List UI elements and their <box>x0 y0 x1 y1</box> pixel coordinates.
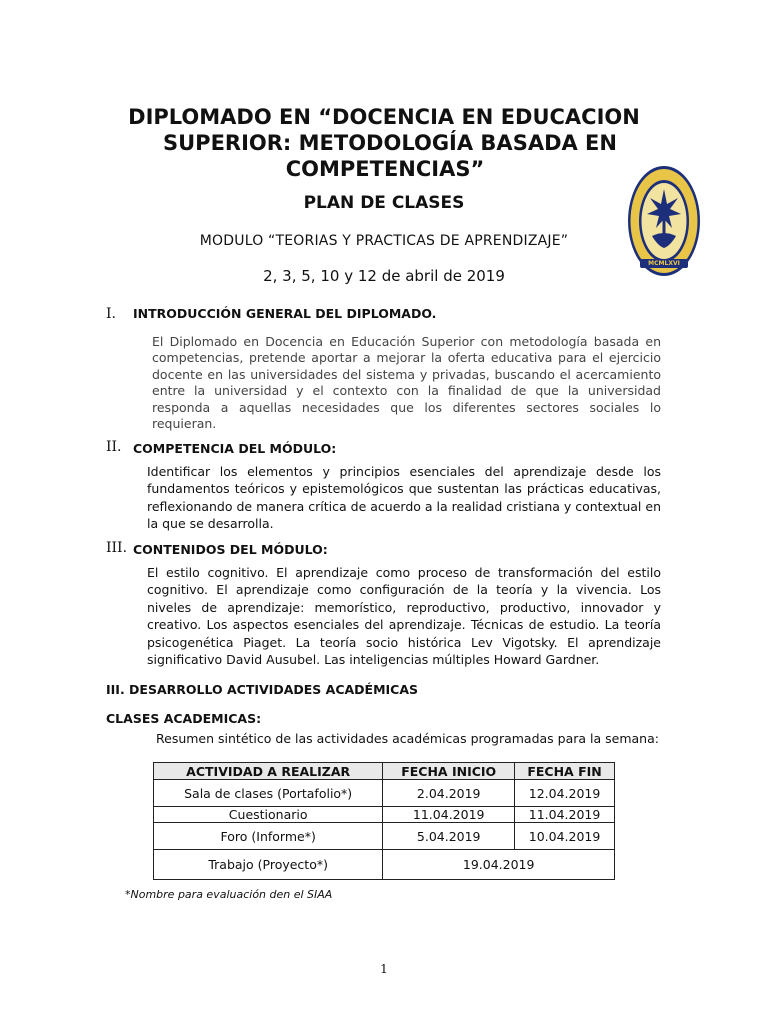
activities-intro: Resumen sintético de las actividades académicas programadas para la semana: <box>156 731 659 746</box>
actividad-cell: Sala de clases (Portafolio*) <box>154 780 383 807</box>
activities-heading: III. DESARROLLO ACTIVIDADES ACADÉMICAS <box>106 682 419 697</box>
title-line-2: SUPERIOR: METODOLOGÍA BASADA EN <box>163 131 617 155</box>
section-1-body: El Diplomado en Docencia en Educación Superior con metodología basada en competencias, pretende aportar a mejorar la oferta educativa para el ejercicio docente en las universidades del sistema y privadas, buscando el acercamiento entre la universidad y el contexto con la finalidad de que la universidad responda a aquellas necesidades que los diferentes sectores sociales lo requieran. <box>152 334 661 432</box>
table-header-row <box>154 763 615 780</box>
fecha-merged-cell: 19.04.2019 <box>383 850 615 880</box>
classes-subheading: CLASES ACADEMICAS: <box>106 711 262 726</box>
table-row <box>154 850 615 880</box>
university-seal-icon <box>626 164 702 278</box>
table-row <box>154 823 615 850</box>
module-heading: MODULO “TEORIAS Y PRACTICAS DE APRENDIZAJE” <box>199 233 569 249</box>
inicio-cell: 5.04.2019 <box>383 823 515 850</box>
section-1-number: I. <box>106 306 116 322</box>
fin-cell: 10.04.2019 <box>515 823 615 850</box>
header-actividad: ACTIVIDAD A REALIZAR <box>154 763 383 780</box>
actividad-cell: Foro (Informe*) <box>154 823 383 850</box>
plan-heading: PLAN DE CLASES <box>303 193 465 213</box>
actividad-cell: Cuestionario <box>154 807 383 823</box>
seal-year: MCMLXVI <box>648 260 680 267</box>
footnote: *Nombre para evaluación den el SIAA <box>125 888 333 901</box>
section-3-body: El estilo cognitivo. El aprendizaje como proceso de transformación del estilo cognitivo. El aprendizaje como configuración de la teoría y la vivencia. Los niveles de aprendizaje: memorístico, reproductivo, productivo, innovador y creativo. Los aspectos esenciales del aprendizaje. Técnicas de estudio. La teoría psicogenética Piaget. La teoría socio histórica Lev Vigotsky. El aprendizaje significativo David Ausubel. Las inteligencias múltiples Howard Gardner. <box>147 565 661 668</box>
section-3-title: CONTENIDOS DEL MÓDULO: <box>133 542 328 557</box>
page-number: 1 <box>380 962 388 976</box>
table-row <box>154 807 615 823</box>
title-line-3: COMPETENCIAS” <box>285 157 485 181</box>
activities-table <box>153 762 615 880</box>
inicio-cell: 2.04.2019 <box>383 780 515 807</box>
actividad-cell: Trabajo (Proyecto*) <box>154 850 383 880</box>
section-1-title: INTRODUCCIÓN GENERAL DEL DIPLOMADO. <box>133 306 437 321</box>
title-line-1: DIPLOMADO EN “DOCENCIA EN EDUCACION <box>128 105 640 129</box>
section-2-number: II. <box>106 439 122 455</box>
fin-cell: 11.04.2019 <box>515 807 615 823</box>
fin-cell: 12.04.2019 <box>515 780 615 807</box>
table-row <box>154 780 615 807</box>
header-fecha-fin: FECHA FIN <box>515 763 615 780</box>
inicio-cell: 11.04.2019 <box>383 807 515 823</box>
dates-line: 2, 3, 5, 10 y 12 de abril de 2019 <box>263 267 505 285</box>
section-2-body: Identificar los elementos y principios esenciales del aprendizaje desde los fundamentos teóricos y epistemológicos que sustentan las prácticas educativas, reflexionando de manera crítica de acuerdo a la realidad cristiana y contextual en la que se desarrolla. <box>147 464 661 532</box>
section-3-number: III. <box>106 540 128 556</box>
header-fecha-inicio: FECHA INICIO <box>383 763 515 780</box>
section-2-title: COMPETENCIA DEL MÓDULO: <box>133 441 337 456</box>
